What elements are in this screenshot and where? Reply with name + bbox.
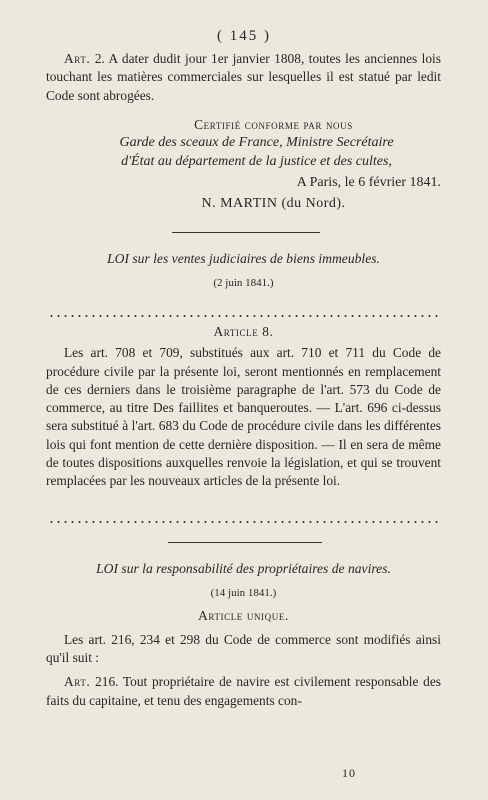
- dotted-separator: [48, 521, 440, 523]
- signature: N. MARTIN (du Nord).: [201, 196, 346, 212]
- law-date: (14 juin 1841.): [210, 587, 277, 600]
- article-intro: Les art. 216, 234 et 298 du Code de commerce sont modifiés ainsi qu'il suit :: [46, 631, 441, 666]
- signature-mark: 10: [342, 766, 356, 780]
- certification-title-line-1: Garde des sceaux de France, Ministre Secrétaire: [119, 135, 394, 151]
- law-ventes-article: [46, 323, 441, 491]
- place-date: A Paris, le 6 février 1841.: [296, 174, 441, 190]
- page-number: ( 145 ): [217, 28, 271, 44]
- article-heading: Article unique.: [198, 607, 289, 623]
- article-2-text: 2. A dater dudit jour 1er janvier 1808, toutes les anciennes lois touchant les matières commerciales sur lesquelles il est statué par ledit Code sont abrogées.: [46, 51, 441, 103]
- article-body: Les art. 708 et 709, substitués aux art. 710 et 711 du Code de procédure civile par la présente loi, seront mentionnés en remplacement de ces derniers dans le troisième paragraphe de l'art. 573 du Code de commerce, au titre Des faillites et banqueroutes. — L'art. 696 ci-dessus sera substitué à l'art. 683 du Code de procédure civile dans les différentes lois qui font mention de cette dernière disposition. — Il en sera de même de toutes dispositions auxquelles renvoie la législation, et qui se trouvent remplacées par les nouveaux articles de la présente loi.: [46, 345, 441, 489]
- certification-title-line-2: d'État au département de la justice et des cultes,: [121, 153, 392, 169]
- section-rule: [172, 232, 320, 233]
- law-date: (2 juin 1841.): [213, 277, 274, 290]
- article-label: Art.: [64, 51, 91, 66]
- dotted-separator: [48, 315, 440, 317]
- law-ventes-judiciaires: [46, 250, 441, 293]
- certification-heading: Certifié conforme par nous: [194, 117, 353, 132]
- law-title: LOI sur la responsabilité des propriétaires de navires.: [96, 561, 391, 576]
- article-label: Art.: [64, 674, 91, 690]
- law-title: LOI sur les ventes judiciaires de biens immeubles.: [107, 251, 380, 266]
- law-responsabilite-proprietaires: [46, 560, 441, 710]
- section-rule: [168, 542, 322, 543]
- article-216-text: 216. Tout propriétaire de navire est civilement responsable des faits du capitaine, et tenu des engagements con-: [46, 674, 441, 708]
- article-2-paragraph: [46, 50, 441, 105]
- certification-block: [46, 116, 441, 213]
- article-216-paragraph: [46, 673, 441, 710]
- article-heading: Article 8.: [213, 324, 274, 339]
